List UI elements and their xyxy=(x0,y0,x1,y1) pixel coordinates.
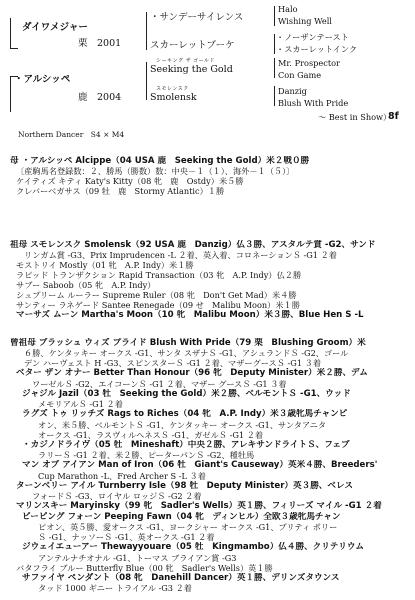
ggd-foal-line: バタフライ ブルー Butterfly Blue（00 牝 Sadler's Wells）英１勝 xyxy=(16,562,273,573)
dam-section xyxy=(10,156,408,196)
ggd-heading-cont: デン ハーヴェスト H -G3、スピンスターＳ -G1 ２着、マザーグースＳ -G1 ３着 xyxy=(24,358,322,369)
best-in-show: ～ Best in Show） xyxy=(318,112,392,122)
ggd-grandfoal-cont: Ｓ -G1、ナッソーＳ -G1、英オークス -G1 ２着 xyxy=(38,532,215,543)
granddam-foal-line: サンティー ラネゲード Santee Renegade（09 せ Malibu Moon）米１勝 xyxy=(16,300,300,311)
granddam-heading: 祖母 スモレンスク Smolensk（92 USA 鹿 Danzig）仏３勝、アスタルテ賞 -G2、サンド xyxy=(10,240,376,250)
ggd-grandfoal-line: ピーピング フォーン Peeping Fawn（04 牝 ディンヒル）全欧３歳牝馬チャン xyxy=(22,511,341,522)
ggd-grandfoal-cont: ラリーＳ -G1 ２着、米２勝、ピーターパンＳ -G2、種牡馬 xyxy=(38,450,255,461)
ggd-foal-line: ターンベリー アイル Turnberry Isle（98 牡 Deputy Minister）英３勝、ベレス xyxy=(16,480,353,491)
ggd-foal-cont: ワーゼルＳ -G2、エイコーンＳ -G1 ２着、マザー グースＳ -G1 ３着 xyxy=(32,378,287,389)
ds-dam: Con Game xyxy=(278,70,322,80)
ggd-heading-cont: ６勝、ケンタッキー オークス -G1、サンタ スザナＳ -G1、アシュランドＳ -G2、ゴール xyxy=(24,348,349,359)
ggd-grandfoal-line: マン オブ アイアン Man of Iron（06 牡 Giant's Causeway）英米４勝、Breeders' xyxy=(22,460,378,471)
dam-dam-ruby: スモレンスク xyxy=(156,86,189,92)
sire-name: ダイワメジャー xyxy=(22,22,88,33)
ss-sire: Halo xyxy=(278,4,298,14)
ggd-grandfoal-cont: オン、米５勝、ベルモントＳ -G1、ケンタッキー オークス -G1、サンタアニタ xyxy=(38,419,327,430)
dam-foal-line: ケイティズ キティ Katy's Kitty（08 牝 鹿 Ostdy）米５勝 xyxy=(16,176,244,187)
dam-foal-line: クレバーベガサス（09 牡 鹿 Stormy Atlantic）１勝 xyxy=(16,186,225,197)
granddam-foal-line: マーサズ ムーン Martha's Moon（10 牝 Malibu Moon）米３勝、Blue Hen S -L xyxy=(16,310,364,321)
granddam-foal-line: ラピッド トランザクション Rapid Transaction（03 牝 A.P. Indy）仏２勝 xyxy=(16,270,302,281)
dd-dam: Blush With Pride xyxy=(278,98,349,108)
sire-sire: ・サンデーサイレンス xyxy=(150,12,244,23)
ggd-grandfoal-cont: オークス -G1、ラスヴィルヘネスＳ -G1、ガゼルＳ -G1 ２着 xyxy=(38,429,264,440)
sd-dam: ・スカーレットインク xyxy=(276,44,358,54)
great-granddam-section xyxy=(10,338,408,593)
granddam-heading-cont: リンガム賞 -G3、Prix Imprudencen -L ２着、英入着、コロネーションＳ -G1 ２着 xyxy=(24,250,337,261)
ggd-grandfoal-line: ・カジノドライヴ（05 牡 Mineshaft）中央２勝、アレキサンドライトＳ、フェブ xyxy=(22,439,350,450)
ggd-foal-line: ベター ザン オナー Better Than Honour（96 牝 Deputy Minister）米２勝、デム xyxy=(16,368,368,379)
ss-dam: Wishing Well xyxy=(278,16,332,26)
ggd-grandfoal-cont: ピオン、英５勝、愛オークス -G1、ヨークシャー オークス -G1、プリティ ポリー xyxy=(38,522,338,533)
dam-name: ・アルシッペ xyxy=(14,74,71,85)
ggd-grandfoal-cont: メモリアルＳ -G1 ２着 xyxy=(38,399,123,410)
furlong-label: 8f xyxy=(388,111,399,122)
granddam-section xyxy=(10,240,408,321)
dam-color-year: 鹿 2004 xyxy=(78,92,122,103)
sire-dam: スカーレットブーケ xyxy=(150,40,235,51)
ggd-grandfoal-cont: タッド 1000 ギニー トライアル -G3 ２着 xyxy=(38,583,192,594)
ggd-foal-cont: フォードＳ -G3、ロイヤル ロッジＳ -G2 ２着 xyxy=(32,491,202,502)
ggd-grandfoal-line: サファイヤ ペンダント（08 牝 Danehill Dancer）英１勝、デリンズタウンス xyxy=(22,572,340,583)
inbreeding-note: Northern Dancer S4 × M4 xyxy=(18,130,125,139)
dam-sire-ruby: シーキング ザ ゴールド xyxy=(156,58,215,64)
ggd-heading: 曾祖母 ブラッシュ ウィズ プライド Blush With Pride（79 栗 Blushing Groom）米 xyxy=(10,338,366,348)
ggd-grandfoal-cont: Cup Marathon -L、Fred Archer S -L ３着 xyxy=(38,470,206,481)
dam-dam: Smolensk xyxy=(150,92,197,103)
ggd-grandfoal-line: ジャジル Jazil（03 牡 Seeking the Gold）米２勝、ベルモントＳ -G1、ウッド xyxy=(22,388,351,399)
granddam-foal-line: モストリイ Mostly（01 牝 A.P. Indy）米１勝 xyxy=(16,260,194,271)
ggd-grandfoal-line: ジウェイエューアー Thewayyouare（05 牡 Kingmambo）仏４勝、クリテリウム xyxy=(22,542,364,553)
granddam-foal-line: シュプリーム ルーラー Supreme Ruler（08 牝 Don't Get Mad）米４勝 xyxy=(16,290,297,301)
sire-color-year: 栗 2001 xyxy=(78,38,122,49)
granddam-foal-line: サブー Saboob（05 牝 A.P. Indy） xyxy=(16,280,156,291)
dam-heading: 母 ・アルシッペ Alcippe（04 USA 鹿 Seeking the Gold）米２戦０勝 xyxy=(10,156,310,166)
dam-produce-summary: 〔産駒馬名登録数：２、勝馬（勝数）数：中央－１（１）、海外－１（５）〕 xyxy=(16,166,295,177)
ds-sire: Mr. Prospector xyxy=(278,58,340,68)
ggd-grandfoal-line: ラグズ トゥ リッチズ Rags to Riches（04 牝 A.P. Indy）米３歳牝馬チャンピ xyxy=(22,409,348,420)
sd-sire: ・ノーザンテースト xyxy=(276,32,349,42)
ggd-grandfoal-cont: アンテルナチオナル -G1、トーマス ブライアン賞 -G3 xyxy=(38,552,237,563)
dd-sire: Danzig xyxy=(278,86,307,96)
dam-sire: Seeking the Gold xyxy=(150,64,233,75)
ggd-foal-line: マリンスキー Maryinsky（99 牝 Sadler's Wells）英１勝、フィリーズ マイル -G1 ２着 xyxy=(16,501,382,512)
